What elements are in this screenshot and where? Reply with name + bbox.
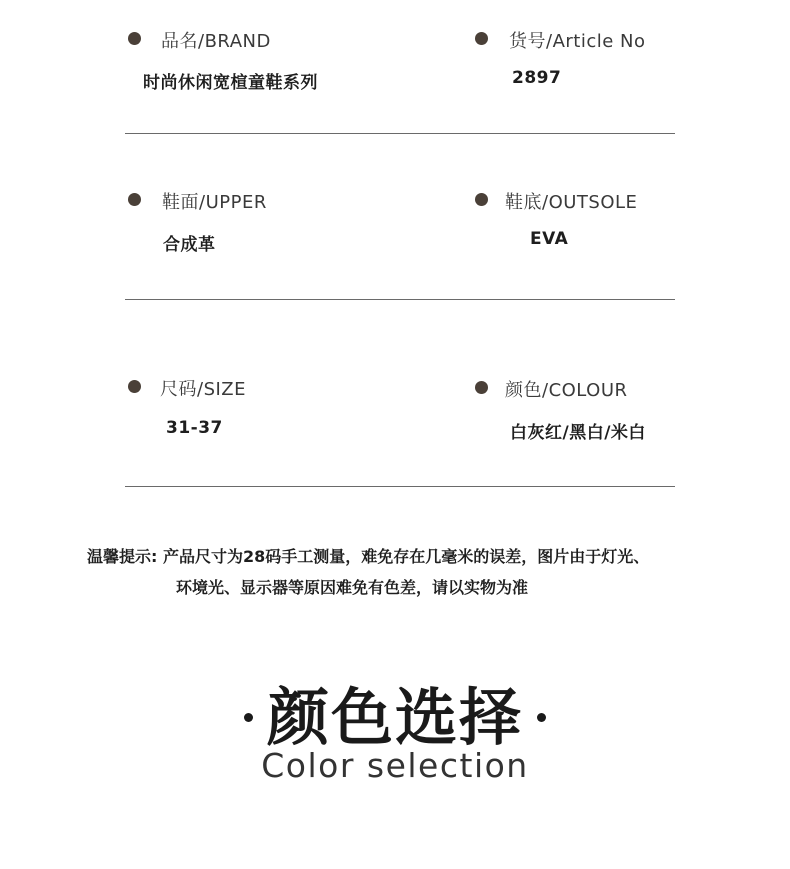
spec-upper-value: 合成革 [163,235,216,255]
bullet-icon [128,380,141,393]
spec-outsole-label: 鞋底/OUTSOLE [505,192,638,213]
spec-brand-label: 品名/BRAND [161,31,271,52]
spec-brand-value: 时尚休闲宽楦童鞋系列 [143,73,318,93]
bullet-icon [128,32,141,45]
title-dot-icon [537,713,546,722]
spec-article-value: 2897 [512,68,562,88]
section-title [0,668,790,757]
bullet-icon [128,193,141,206]
bullet-icon [475,193,488,206]
bullet-icon [475,32,488,45]
bullet-icon [475,381,488,394]
divider [125,299,675,300]
spec-outsole-value: EVA [530,229,569,249]
spec-upper-label: 鞋面/UPPER [162,192,267,213]
notice-line-2: 环境光、显示器等原因难免有色差，请以实物为准 [176,578,529,597]
spec-colour-value: 白灰红/黑白/米白 [510,423,646,443]
section-subtitle: Color selection [261,746,529,785]
divider [125,133,675,134]
spec-size-label: 尺码/SIZE [160,379,247,400]
divider [125,486,675,487]
spec-colour-label: 颜色/COLOUR [505,380,628,401]
spec-size-value: 31-37 [166,418,223,438]
notice-line-1: 温馨提示: 产品尺寸为28码手工测量，难免存在几毫米的误差，图片由于灯光、 [87,547,650,566]
title-dot-icon [244,713,253,722]
spec-article-label: 货号/Article No [509,31,646,52]
section-title-text: 颜色选择 [266,681,523,754]
